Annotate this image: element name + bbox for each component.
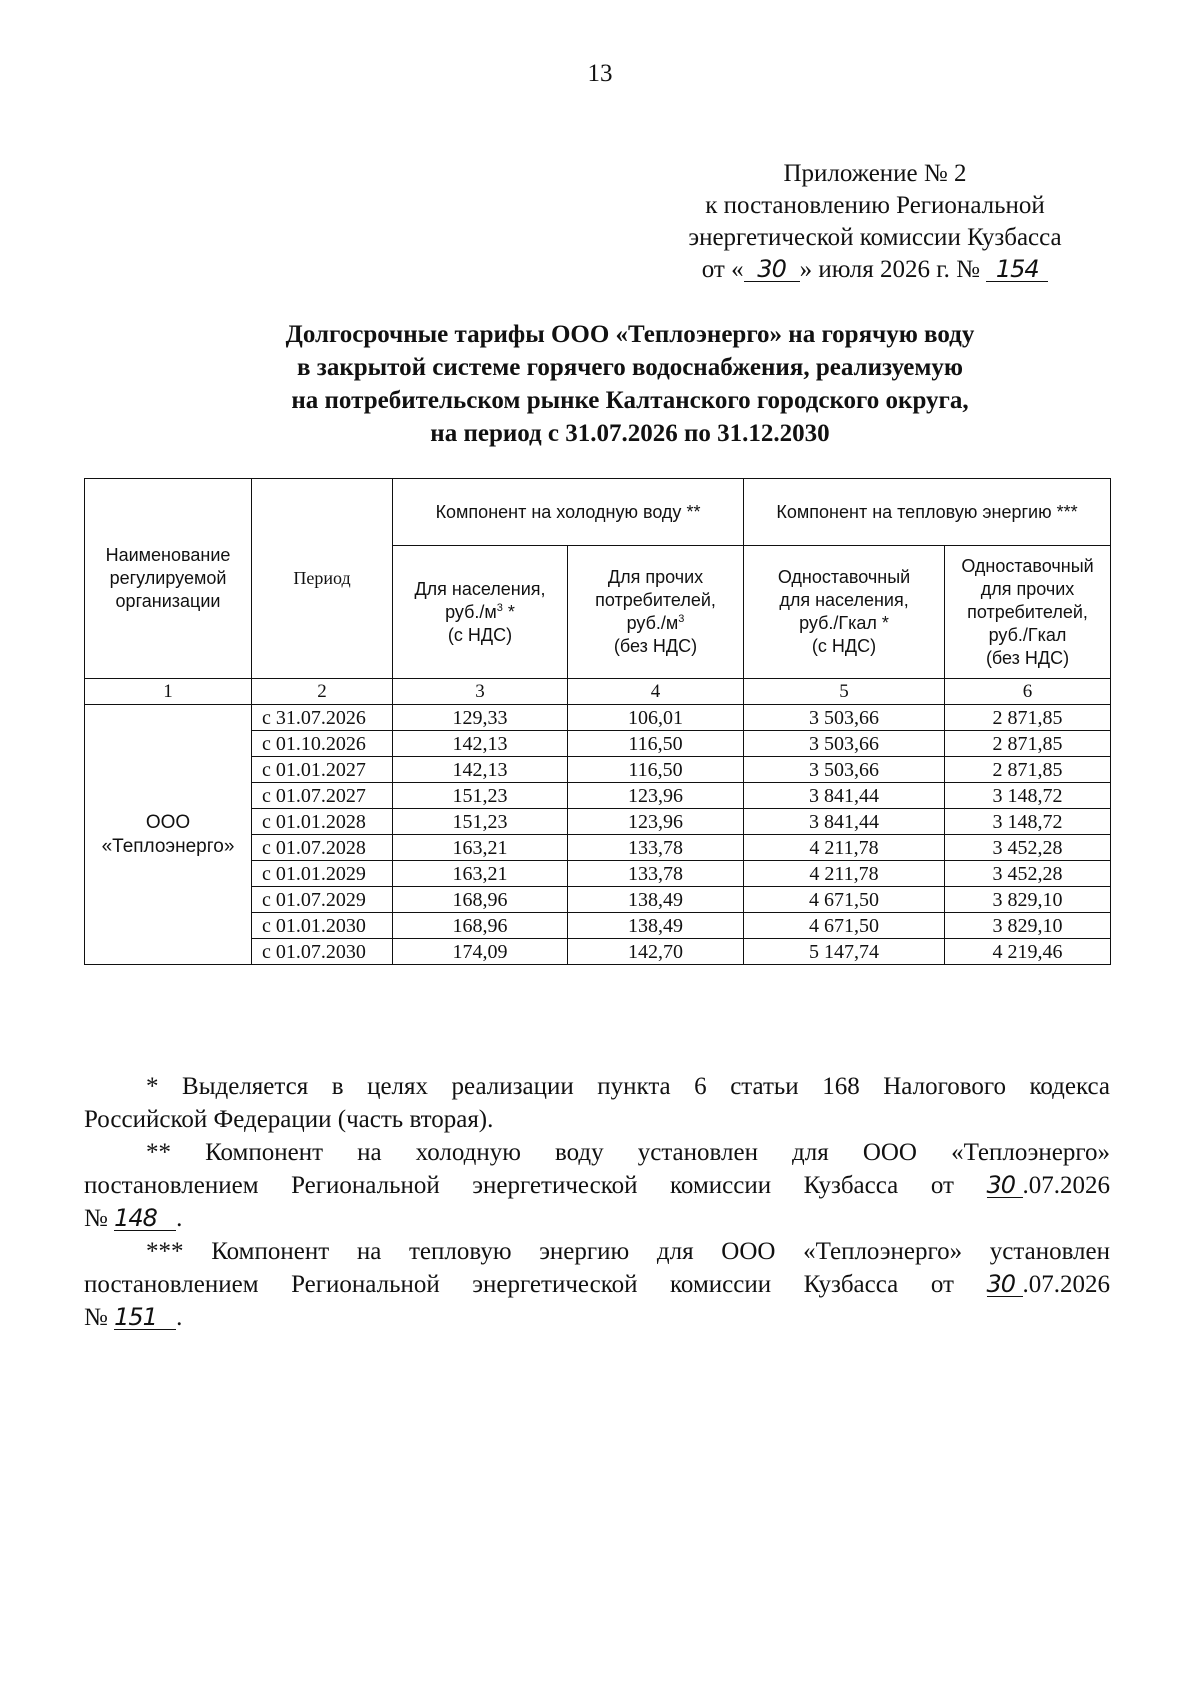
header-col3-sup: 3 xyxy=(496,601,503,614)
header-col5-vat: (с НДС) xyxy=(811,636,877,656)
footnote-1-text: * Выделяется в целях реализации пункта 6 статьи 168 Налогового кодекса xyxy=(146,1073,1110,1100)
cold-population-cell: 174,09 xyxy=(393,939,568,965)
cold-population-cell: 142,13 xyxy=(393,731,568,757)
cold-population-cell: 168,96 xyxy=(393,913,568,939)
footnote-3-num-prefix: № xyxy=(84,1304,115,1331)
header-col5 xyxy=(744,546,945,679)
footnotes xyxy=(84,1070,1110,1334)
header-col6-line3: потребителей, xyxy=(967,601,1088,622)
period-cell: с 01.01.2029 xyxy=(252,861,393,887)
header-col4 xyxy=(568,546,744,679)
column-index: 1 xyxy=(85,679,252,705)
heat-population-cell: 4 671,50 xyxy=(744,913,945,939)
column-index: 4 xyxy=(568,679,744,705)
handwritten-doc-number: 148 xyxy=(114,1206,176,1231)
column-index: 5 xyxy=(744,679,945,705)
period-cell: с 01.07.2028 xyxy=(252,835,393,861)
heat-population-cell: 3 503,66 xyxy=(744,731,945,757)
header-col6-unit: руб./Гкал xyxy=(988,624,1067,645)
title-line-1: Долгосрочные тарифы ООО «Теплоэнерго» на горячую воду xyxy=(285,321,975,348)
footnote-3-line-2 xyxy=(84,1268,1110,1301)
cold-other-cell: 133,78 xyxy=(568,861,744,887)
footnote-3-end: . xyxy=(176,1304,183,1331)
heat-other-cell: 2 871,85 xyxy=(945,757,1111,783)
appendix-line-3: энергетической комиссии Кузбасса xyxy=(688,224,1062,251)
handwritten-doc-number: 154 xyxy=(986,257,1048,282)
header-col6-line2: для прочих xyxy=(980,578,1075,599)
footnote-2-text: ** Компонент на холодную воду установлен для ООО «Теплоэнерго» xyxy=(146,1139,1110,1166)
footnote-1-line-1 xyxy=(84,1070,1110,1103)
footnote-2-date-tail: .07.2026 xyxy=(1022,1172,1110,1199)
cold-other-cell: 138,49 xyxy=(568,913,744,939)
handwritten-doc-number: 151 xyxy=(114,1305,176,1330)
cold-population-cell: 151,23 xyxy=(393,809,568,835)
footnote-3-text: *** Компонент на тепловую энергию для ООО «Теплоэнерго» установлен xyxy=(146,1238,1110,1265)
cold-population-cell: 163,21 xyxy=(393,861,568,887)
heat-population-cell: 3 503,66 xyxy=(744,705,945,731)
heat-population-cell: 4 671,50 xyxy=(744,887,945,913)
cold-other-cell: 116,50 xyxy=(568,757,744,783)
appendix-line-1: Приложение № 2 xyxy=(783,160,967,187)
appendix-date-line xyxy=(640,254,1110,286)
heat-population-cell: 4 211,78 xyxy=(744,835,945,861)
period-cell: с 01.01.2030 xyxy=(252,913,393,939)
header-col5-line2: для населения, xyxy=(779,590,909,610)
org-name-cell xyxy=(85,705,252,965)
footnote-2-text-b: постановлением Региональной энергетической комиссии Кузбасса от xyxy=(84,1172,987,1199)
footnote-2-line-1 xyxy=(84,1136,1110,1169)
footnote-1-line-2: Российской Федерации (часть вторая). xyxy=(84,1106,494,1133)
cold-other-cell: 116,50 xyxy=(568,731,744,757)
header-col3-line1: Для населения, xyxy=(414,578,546,599)
cold-other-cell: 106,01 xyxy=(568,705,744,731)
header-col4-line2: потребителей, xyxy=(595,590,716,610)
footnote-3-date-tail: .07.2026 xyxy=(1022,1271,1110,1298)
handwritten-day: 30 xyxy=(987,1173,1023,1198)
cold-population-cell: 151,23 xyxy=(393,783,568,809)
period-cell: с 01.01.2028 xyxy=(252,809,393,835)
heat-population-cell: 3 503,66 xyxy=(744,757,945,783)
header-col3 xyxy=(393,546,568,679)
appendix-block xyxy=(640,158,1110,286)
heat-other-cell: 4 219,46 xyxy=(945,939,1111,965)
heat-other-cell: 2 871,85 xyxy=(945,731,1111,757)
period-cell: с 01.07.2029 xyxy=(252,887,393,913)
handwritten-day: 30 xyxy=(987,1272,1023,1297)
page-number: 13 xyxy=(587,60,613,87)
cold-population-cell: 142,13 xyxy=(393,757,568,783)
column-index: 2 xyxy=(252,679,393,705)
org-name-line2: «Теплоэнерго» xyxy=(101,835,235,857)
heat-other-cell: 3 452,28 xyxy=(945,861,1111,887)
header-col4-sup: 3 xyxy=(678,613,685,625)
period-cell: с 01.01.2027 xyxy=(252,757,393,783)
footnote-2-line-3 xyxy=(84,1202,1110,1235)
table-row xyxy=(85,705,1111,731)
header-col5-line1: Одноставочный xyxy=(777,567,911,587)
column-index-row xyxy=(85,679,1111,705)
cold-other-cell: 133,78 xyxy=(568,835,744,861)
cold-other-cell: 123,96 xyxy=(568,809,744,835)
header-col4-unit: руб./м xyxy=(626,613,679,633)
footnote-3-line-3 xyxy=(84,1301,1110,1334)
header-cold-water-group: Компонент на холодную воду ** xyxy=(393,479,744,546)
header-col3-vat: (с НДС) xyxy=(447,624,513,645)
period-cell: с 31.07.2026 xyxy=(252,705,393,731)
period-cell: с 01.10.2026 xyxy=(252,731,393,757)
footnote-3-text-b: постановлением Региональной энергетической комиссии Кузбасса от xyxy=(84,1271,987,1298)
cold-population-cell: 163,21 xyxy=(393,835,568,861)
date-middle: » июля 2026 г. № xyxy=(799,256,981,283)
heat-other-cell: 2 871,85 xyxy=(945,705,1111,731)
title-line-3: на потребительском рынке Калтанского городского округа, xyxy=(291,387,969,414)
heat-other-cell: 3 148,72 xyxy=(945,809,1111,835)
heat-other-cell: 3 829,10 xyxy=(945,913,1111,939)
handwritten-day: 30 xyxy=(744,257,800,282)
heat-population-cell: 5 147,74 xyxy=(744,939,945,965)
header-col4-line1: Для прочих xyxy=(607,567,704,587)
heat-population-cell: 4 211,78 xyxy=(744,861,945,887)
heat-population-cell: 3 841,44 xyxy=(744,783,945,809)
footnote-3-line-1 xyxy=(84,1235,1110,1268)
header-period: Период xyxy=(252,479,393,679)
footnote-2-line-2 xyxy=(84,1169,1110,1202)
header-col3-star: * xyxy=(502,601,515,622)
tariff-table xyxy=(84,478,1111,965)
heat-population-cell: 3 841,44 xyxy=(744,809,945,835)
date-prefix: от « xyxy=(701,256,744,283)
heat-other-cell: 3 452,28 xyxy=(945,835,1111,861)
cold-population-cell: 129,33 xyxy=(393,705,568,731)
header-org: Наименование регулируемой организации xyxy=(85,479,252,679)
cold-other-cell: 138,49 xyxy=(568,887,744,913)
header-col4-vat: (без НДС) xyxy=(613,636,698,656)
column-index: 6 xyxy=(945,679,1111,705)
document-title xyxy=(0,318,1200,450)
header-col6-vat: (без НДС) xyxy=(985,647,1070,668)
header-heat-energy-group: Компонент на тепловую энергию *** xyxy=(744,479,1111,546)
appendix-line-2: к постановлению Региональной xyxy=(705,192,1045,219)
period-cell: с 01.07.2030 xyxy=(252,939,393,965)
footnote-2-end: . xyxy=(176,1205,183,1232)
header-col6-line1: Одноставочный xyxy=(961,555,1094,576)
title-line-2: в закрытой системе горячего водоснабжения, реализуемую xyxy=(297,354,963,381)
heat-other-cell: 3 829,10 xyxy=(945,887,1111,913)
header-col3-unit: руб./м xyxy=(445,601,497,622)
period-cell: с 01.07.2027 xyxy=(252,783,393,809)
cold-other-cell: 142,70 xyxy=(568,939,744,965)
header-col5-unit: руб./Гкал * xyxy=(799,613,889,633)
header-col6 xyxy=(945,546,1111,679)
cold-population-cell: 168,96 xyxy=(393,887,568,913)
heat-other-cell: 3 148,72 xyxy=(945,783,1111,809)
org-name-line1: ООО xyxy=(145,811,191,833)
title-line-4: на период с 31.07.2026 по 31.12.2030 xyxy=(430,420,830,447)
footnote-2-num-prefix: № xyxy=(84,1205,115,1232)
cold-other-cell: 123,96 xyxy=(568,783,744,809)
column-index: 3 xyxy=(393,679,568,705)
